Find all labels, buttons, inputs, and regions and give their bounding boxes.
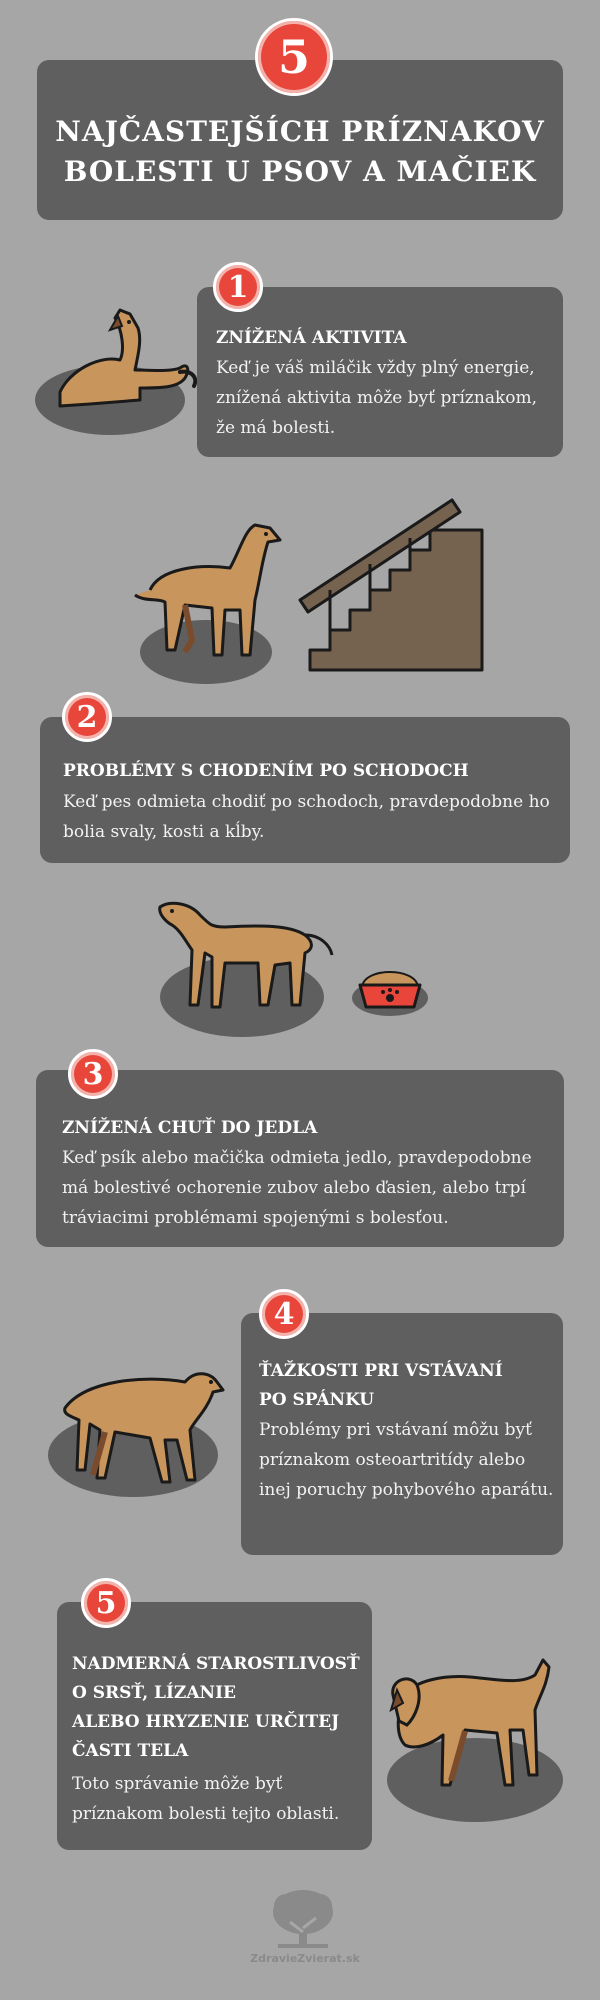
symptom-title-5: NADMERNÁ STAROSTLIVOSŤ O SRSŤ, LÍZANIE ALEBO HRYZENIE URČITEJ ČASTI TELA <box>72 1654 360 1761</box>
symptom-text-5: Toto správanie môže byť príznakom bolesti tejto oblasti. <box>72 1774 340 1824</box>
symptom-title-2: PROBLÉMY S CHODENÍM PO SCHODOCH <box>63 761 469 781</box>
dog-bowl-illustration <box>150 895 440 1045</box>
stiff-dog-illustration <box>45 1360 235 1510</box>
footer-logo-text: ZdravieZvierat.sk <box>250 1952 360 1965</box>
symptom-badge-1: 1 <box>213 262 263 312</box>
stairs-dog-illustration <box>130 490 490 680</box>
symptom-title-3: ZNÍŽENÁ CHUŤ DO JEDLA <box>62 1118 318 1138</box>
symptom-badge-4: 4 <box>259 1289 309 1339</box>
lying-dog-illustration <box>30 300 200 440</box>
symptom-text-2: Keď pes odmieta chodiť po schodoch, pravdepodobne ho bolia svaly, kosti a kĺby. <box>63 792 550 842</box>
symptom-badge-5: 5 <box>81 1578 131 1628</box>
tree-pets-icon <box>268 1888 338 1950</box>
symptom-text-3: Keď psík alebo mačička odmieta jedlo, pravdepodobne má bolestivé ochorenie zubov alebo ďasien, alebo trpí tráviacimi problémami spojenými s bolesťou. <box>62 1148 532 1228</box>
header-number-badge: 5 <box>255 18 333 96</box>
symptom-title-4: ŤAŽKOSTI PRI VSTÁVANÍ PO SPÁNKU <box>259 1361 503 1410</box>
symptom-badge-3: 3 <box>68 1049 118 1099</box>
symptom-title-1: ZNÍŽENÁ AKTIVITA <box>216 328 407 348</box>
paw-print <box>386 994 394 1002</box>
page-title: NAJČASTEJŠÍCH PRÍZNAKOV BOLESTI U PSOV A MAČIEK <box>55 115 545 188</box>
grooming-dog-illustration <box>385 1655 570 1830</box>
symptom-text-4: Problémy pri vstávaní môžu byť príznakom osteoartritídy alebo inej poruchy pohybového aparátu. <box>259 1420 554 1500</box>
symptom-badge-2: 2 <box>62 692 112 742</box>
symptom-text-1: Keď je váš miláčik vždy plný energie, znížená aktivita môže byť príznakom, že má bolesti. <box>216 358 538 438</box>
